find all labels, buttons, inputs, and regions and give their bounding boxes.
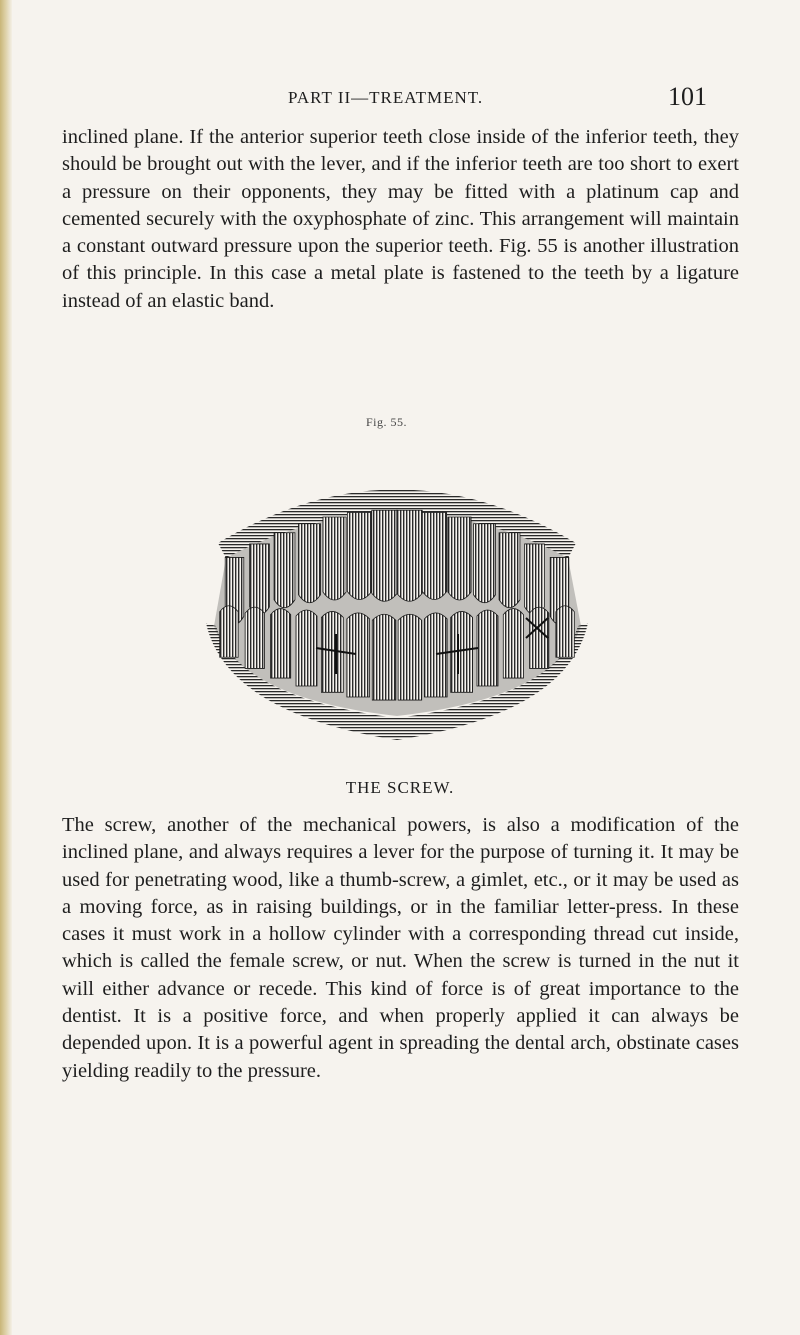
upper-tooth [372, 510, 397, 601]
upper-tooth [347, 513, 371, 600]
upper-tooth [397, 510, 422, 601]
lower-tooth [220, 606, 238, 658]
lower-tooth [271, 609, 291, 678]
section-heading: THE SCREW. [345, 778, 455, 797]
dental-figure-illustration [196, 448, 598, 748]
upper-tooth [274, 533, 295, 608]
figure-label: Fig. 55. [366, 415, 408, 429]
page-number: 101 [668, 82, 707, 111]
dental-arch-engraving [196, 448, 598, 748]
lower-tooth [530, 607, 549, 668]
upper-tooth [525, 544, 545, 615]
lower-tooth [424, 613, 447, 697]
lower-tooth [372, 614, 396, 700]
lower-tooth [245, 607, 264, 668]
lower-tooth [477, 610, 498, 686]
upper-tooth [448, 517, 471, 600]
lower-tooth [503, 609, 523, 678]
upper-tooth [422, 513, 446, 600]
upper-tooth [323, 517, 346, 600]
lower-tooth [556, 606, 574, 658]
lower-tooth [296, 610, 317, 686]
running-head: PART II—TREATMENT. [288, 88, 484, 107]
upper-tooth [299, 524, 321, 603]
upper-tooth [474, 524, 496, 603]
paragraph-inclined-plane: inclined plane. If the anterior superior teeth close inside of the inferior teeth, they should be brought out with the lever, and if the inferior teeth are too short to exert a pressure on their opponents, they may be fitted with a platinum cap and cemented securely with the oxyphosphate of zinc. This arrangement will maintain a constant outward pressure upon the superior teeth. Fig. 55 is another illustration of this principle. In this case a metal plate is fastened to the teeth by a ligature instead of an elastic band. [62, 126, 739, 312]
lower-tooth [398, 614, 422, 700]
upper-tooth [250, 544, 270, 615]
page-edge [0, 0, 12, 1335]
page-header [0, 82, 800, 116]
paragraph-the-screw: The screw, another of the mechanical powers, is also a modification of the inclined plane, and always requires a lever for the purpose of turning it. It may be used for penetrating wood, like a thumb-screw, a gimlet, etc., or it may be used as a moving force, as in raising buildings, or in the familiar letter-press. In these cases it must work in a hollow cylinder with a corresponding thread cut inside, which is called the female screw, or nut. When the screw is turned in the nut it will either advance or recede. This kind of force is of great importance to the dentist. It is a positive force, and when properly applied it can always be depended upon. It is a powerful agent in spreading the dental arch, obstinate cases yielding readily to the pressure. [62, 814, 739, 1082]
lower-tooth [347, 613, 370, 697]
upper-tooth [499, 533, 520, 608]
